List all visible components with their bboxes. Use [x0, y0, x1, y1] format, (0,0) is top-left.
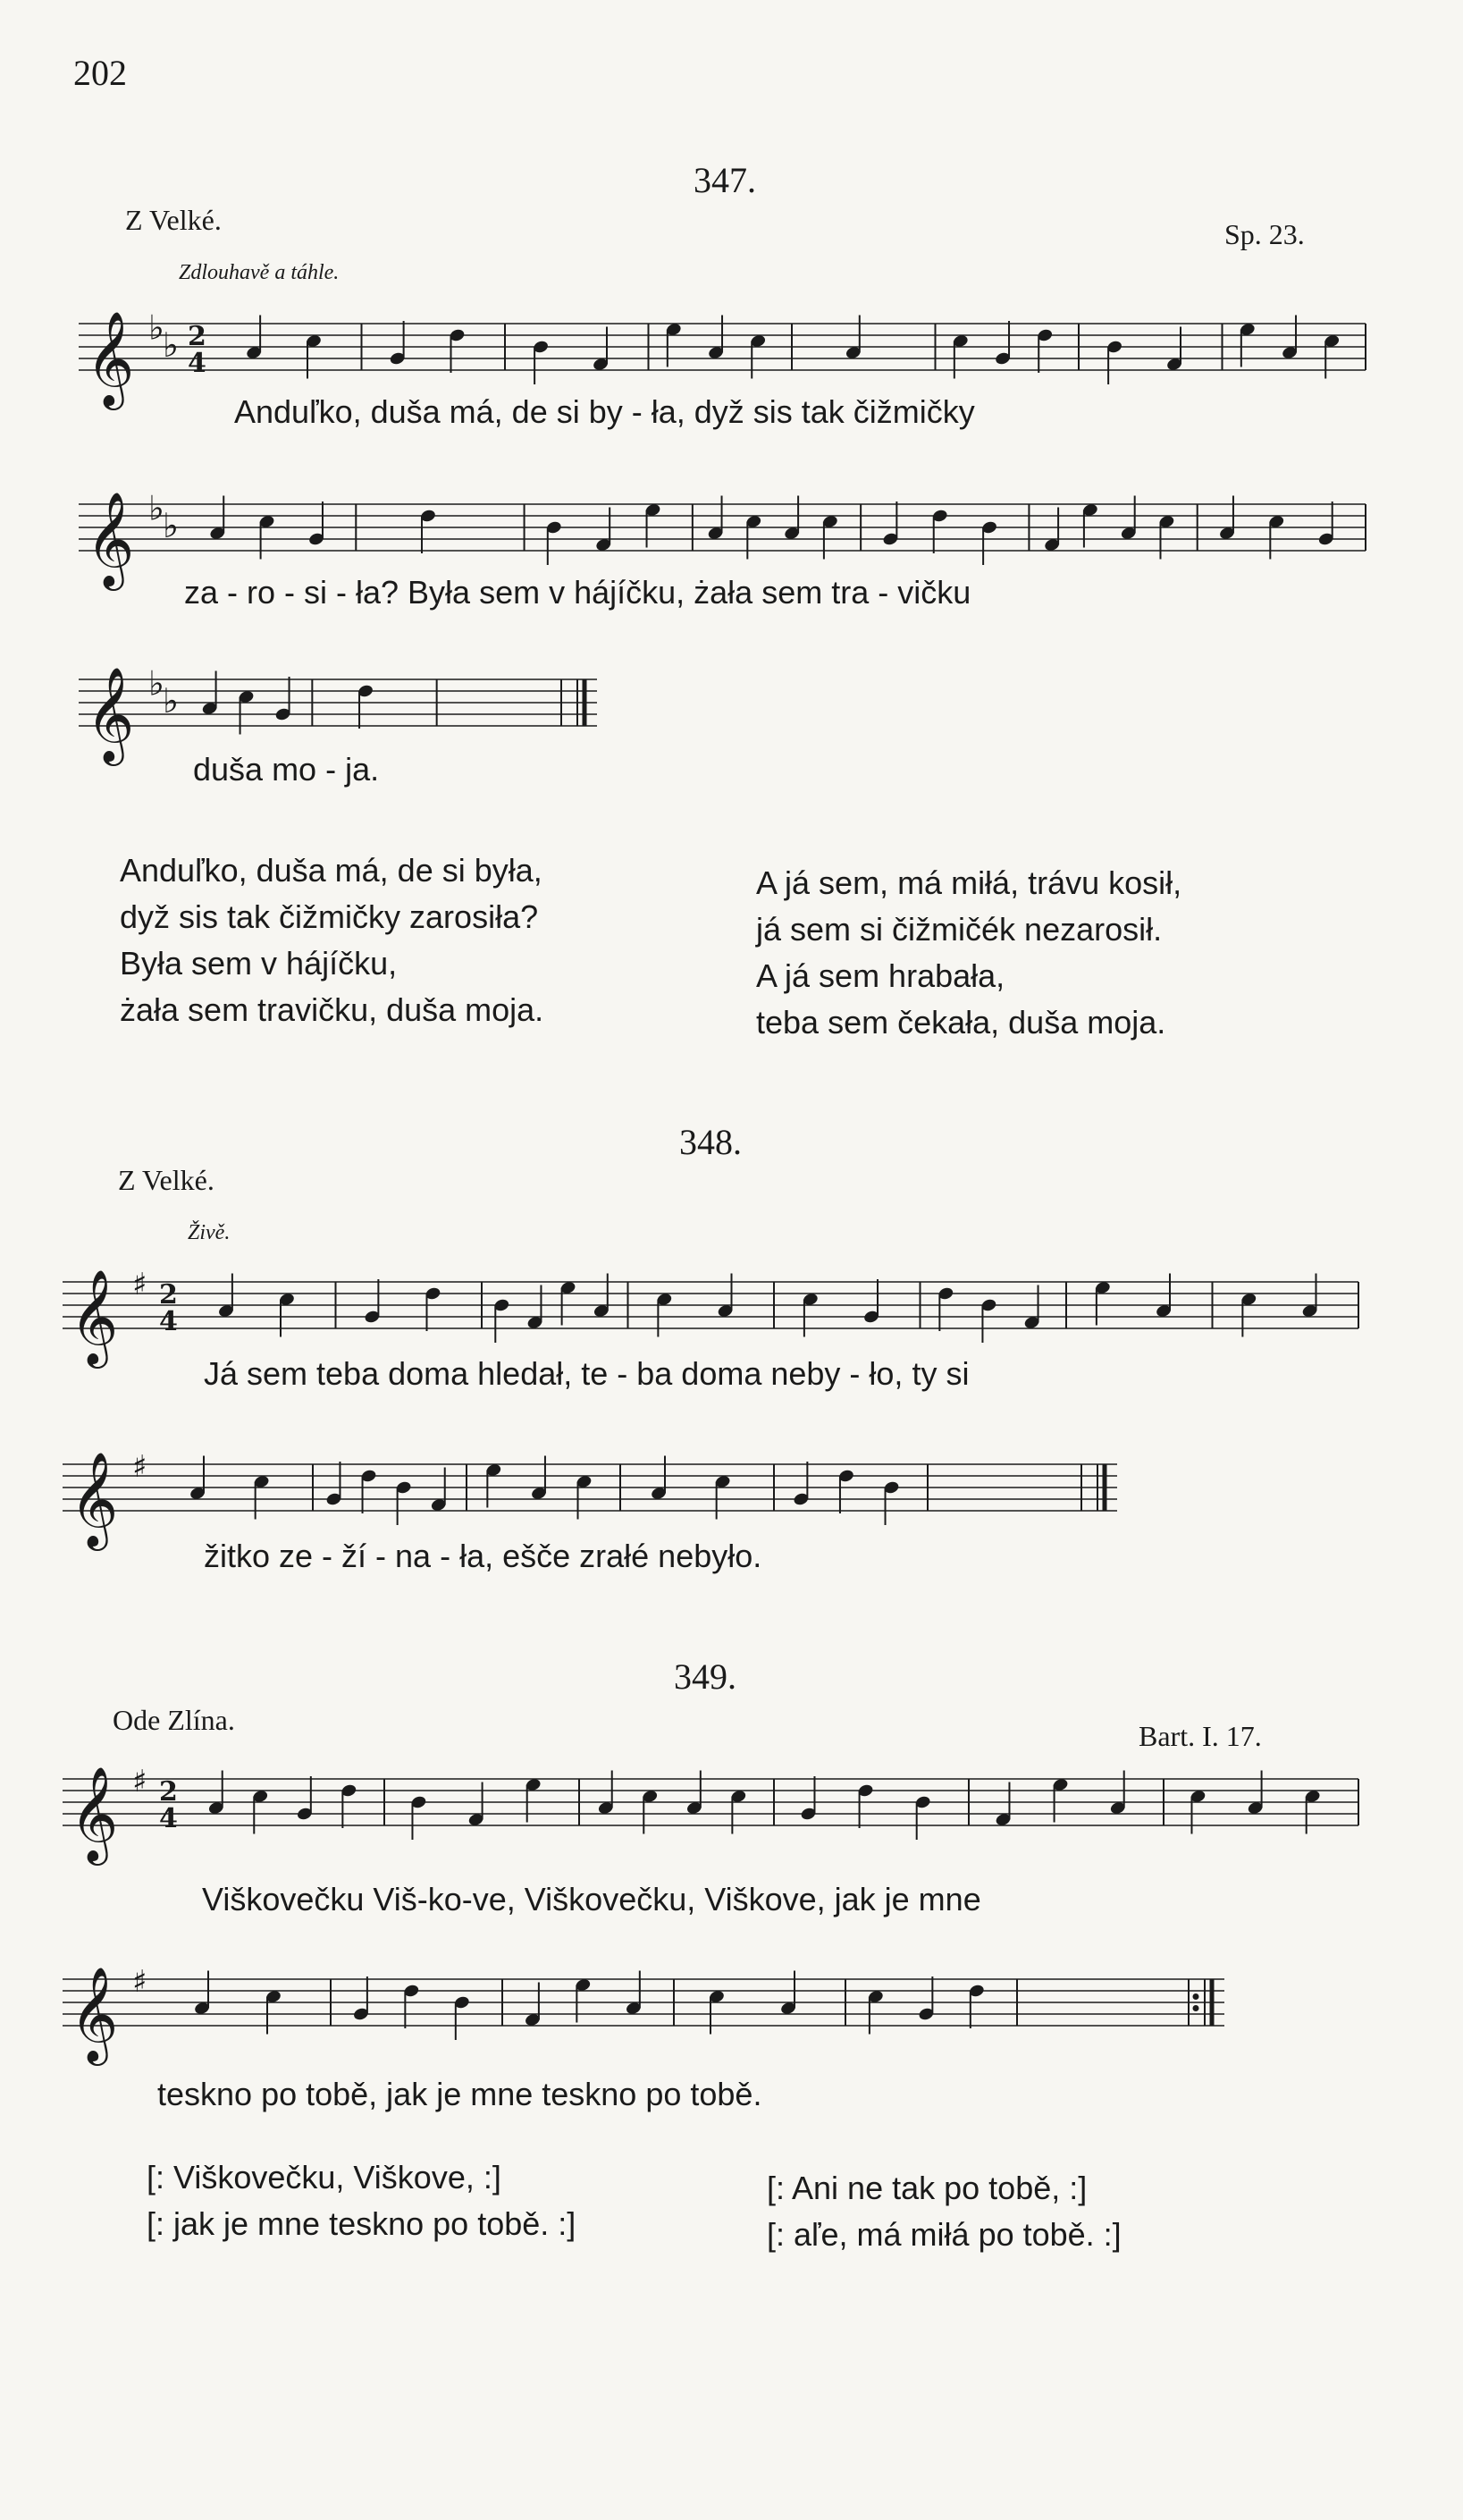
repeat-dot	[1193, 1993, 1199, 2000]
music-staff	[63, 1958, 1224, 2065]
flat-icon: ♭	[148, 488, 164, 528]
treble-clef-icon: 𝄞	[86, 491, 135, 586]
treble-clef-icon: 𝄞	[70, 1966, 119, 2061]
verse-1	[147, 2154, 576, 2247]
verse-line: [: aľe, má miłá po tobě. :]	[767, 2216, 1122, 2253]
verse-2	[767, 2165, 1122, 2258]
treble-clef-icon: 𝄞	[70, 1766, 119, 1861]
verse-line: A já sem hrabała,	[756, 957, 1005, 994]
tempo-marking: Zdlouhavě a táhle.	[179, 261, 340, 284]
song-number: 347.	[694, 160, 756, 200]
verse-line: A já sem, má miłá, trávu kosił,	[756, 864, 1182, 901]
lyric-line: za - ro - si - ła? Była sem v hájíčku, żała sem tra - vičku	[184, 574, 971, 611]
verse-line: Była sem v hájíčku,	[120, 945, 398, 982]
tempo-marking: Živě.	[188, 1221, 231, 1244]
lyric-line: teskno po tobě, jak je mne teskno po tobě.	[157, 2076, 762, 2112]
lyric-line: žitko ze - ží - na - ła, ešče zrałé nebyło.	[204, 1538, 762, 1574]
song-origin: Ode Zlína.	[113, 1704, 235, 1736]
treble-clef-icon: 𝄞	[86, 310, 135, 406]
time-signature: 2	[159, 1279, 178, 1311]
treble-clef-icon: 𝄞	[70, 1451, 119, 1547]
treble-clef-icon: 𝄞	[86, 666, 135, 762]
sharp-icon: ♯	[132, 1764, 147, 1799]
lyric-line: Anduľko, duša má, de si by - ła, dyž sis tak čižmičky	[234, 393, 975, 430]
music-staff	[63, 1260, 1358, 1368]
verse-line: já sem si čižmičék nezarosił.	[756, 911, 1163, 948]
sharp-icon: ♯	[132, 1449, 147, 1485]
flat-icon: ♭	[148, 663, 164, 704]
music-staff	[63, 1443, 1117, 1550]
time-signature: 4	[159, 1803, 178, 1834]
flat-icon: ♭	[163, 680, 179, 721]
song-number: 348.	[679, 1122, 742, 1162]
verse-line: teba sem čekała, duša moja.	[756, 1004, 1166, 1041]
song-reference: Bart. I. 17.	[1139, 1720, 1262, 1752]
time-signature: 4	[159, 1306, 178, 1337]
sharp-icon: ♯	[132, 1964, 147, 2000]
song-reference: Sp. 23.	[1224, 218, 1305, 250]
song-origin: Z Velké.	[125, 204, 222, 236]
verse-line: żała sem travičku, duša moja.	[120, 991, 544, 1028]
sharp-icon: ♯	[132, 1267, 147, 1302]
verse-line: [: jak je mne teskno po tobě. :]	[147, 2205, 576, 2242]
song-number: 349.	[674, 1656, 736, 1697]
time-signature: 4	[188, 348, 206, 379]
verse-line: [: Viškovečku, Viškove, :]	[147, 2159, 501, 2196]
flat-icon: ♭	[163, 324, 179, 365]
song-origin: Z Velké.	[118, 1164, 214, 1196]
flat-icon: ♭	[148, 308, 164, 348]
lyric-line: duša mo - ja.	[193, 751, 380, 788]
repeat-dot	[1193, 2005, 1199, 2011]
verse-2	[756, 860, 1181, 1046]
treble-clef-icon: 𝄞	[70, 1268, 119, 1364]
time-signature: 2	[159, 1776, 178, 1808]
verse-line: dyž sis tak čižmičky zarosiła?	[120, 898, 539, 935]
flat-icon: ♭	[163, 505, 179, 545]
music-staff	[79, 658, 597, 765]
verse-line: [: Ani ne tak po tobě, :]	[767, 2170, 1088, 2206]
verse-line: Anduľko, duša má, de si była,	[120, 852, 542, 889]
verse-1	[120, 847, 543, 1033]
time-signature: 2	[188, 321, 206, 352]
music-staff	[63, 1757, 1358, 1865]
page-number: 202	[73, 53, 127, 93]
lyric-line: Viškovečku Viš-ko-ve, Viškovečku, Viškove, jak je mne	[202, 1881, 981, 1917]
lyric-line: Já sem teba doma hledał, te - ba doma neby - ło, ty si	[204, 1355, 970, 1392]
